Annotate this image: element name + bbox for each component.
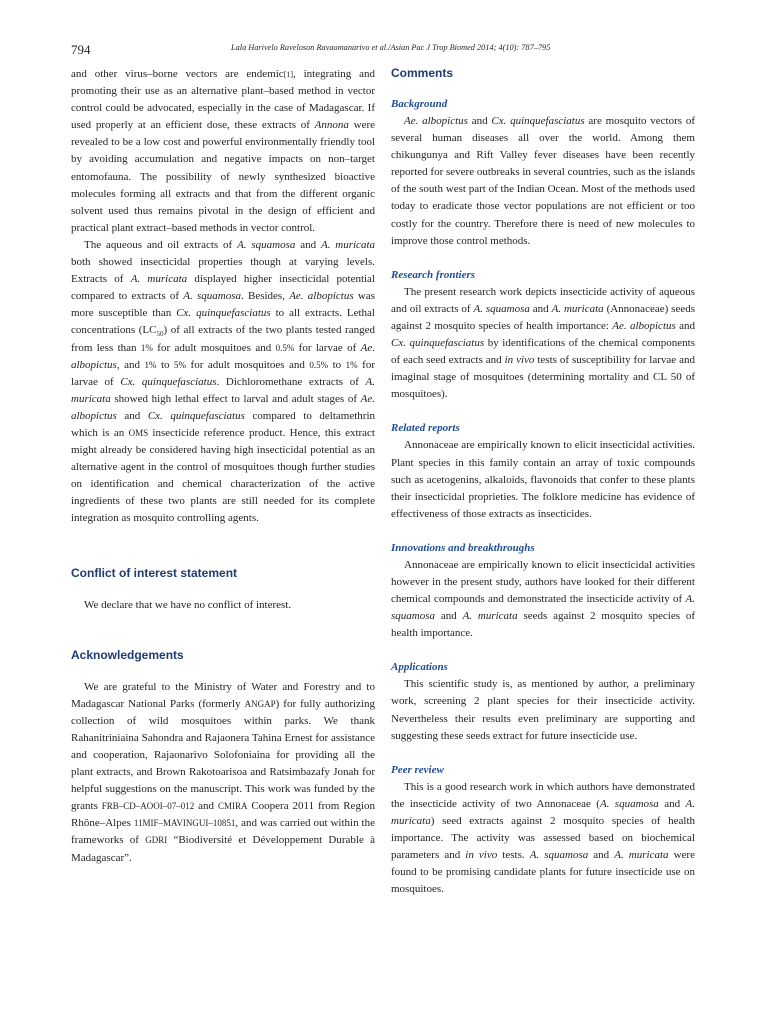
- acknowledgements-text: We are grateful to the Ministry of Water and Forestry and to Madagascar National Parks (formerly ANGAP) for fully authorizing collection of wild mosquitoes within parks. We thank Rahanitriniaina Sahondra and Rajaonera Tahina Ernest for assistance and cooperation, Rajaonarivo Solofoniaina for providing all the plant extracts, and Brown Rakotoarisoa and Ratsimbazafy Jonah for helpful suggestions on the manuscript. This work was funded by the grants FRB–CD–AOOI–07–012 and CMIRA Coopera 2011 from Region Rhône–Alpes 11MIF–MAVINGUI–10851, and was carried out within the frameworks of GDRI “Biodiversité et Développement Durable à Madagascar”.: [71, 680, 375, 864]
- right-column: [391, 66, 695, 898]
- left-column: [71, 66, 375, 867]
- background-text: Ae. albopictus and Cx. quinquefasciatus are mosquito vectors of several human diseases all over the world. Among them chikungunya and Rift Valley fever diseases have been recently reported for severe outbreaks in several countries, such as the islands of the south west part of the Indian Ocean. Most of the methods used today to eradicate those vector populations are not efficient or too costly for the country. Therefore there is need of new molecules to improve those control methods.: [391, 115, 695, 247]
- peer-review-subheading: Peer review: [391, 763, 444, 776]
- running-head: Lala Harivelo Raveloson Ravaomanarivo et al./Asian Pac J Trop Biomed 2014; 4(10): 787–795: [231, 43, 551, 52]
- research-frontiers-subheading: Research frontiers: [391, 268, 476, 281]
- peer-review-text: This is a good research work in which authors have demonstrated the insecticide activity of two Annonaceae (A. squamosa and A. muricata) seed extracts against 2 mosquito species of health importance. The activity was assessed based on biochemical parameters and in vivo tests. A. squamosa and A. muricata were found to be promising candidate plants for future insecticide use on mosquitoes.: [391, 780, 695, 896]
- acknowledgements-heading: Acknowledgements: [71, 647, 184, 662]
- applications-text: This scientific study is, as mentioned by author, a preliminary work, screening 2 plant species for their insecticide activity. Nevertheless their results even preliminary are supporting and suggesting these seeds extract for future insecticide use.: [391, 678, 695, 742]
- research-frontiers-text: The present research work depicts insecticide activity of aqueous and oil extracts of A. squamosa and A. muricata (Annonaceae) seeds against 2 mosquito species of health importance: Ae. albopictus and Cx. quinquefasciatus by identifications of the chemical components of each seed extracts and in vivo tests of susceptibility for larvae and imaginal stage of mosquitoes (determining mortality and CL 50 of mosquitoes).: [391, 285, 695, 401]
- page-header: [71, 38, 695, 58]
- related-reports-subheading: Related reports: [391, 422, 460, 435]
- discussion-paragraph-2: The aqueous and oil extracts of A. squamosa and A. muricata both showed insecticidal properties though at varying levels. Extracts of A. muricata displayed higher insecticidal potential compared to extracts of A. squamosa. Besides, Ae. albopictus was more susceptible than Cx. quinquefasciatus to all extracts. Lethal concentrations $(LC_{50})$ of all extracts of the two plants tested ranged from less than 1% for adult mosquitoes and 0.5% for larvae of Ae. albopictus, and 1% to 5% for adult mosquitoes and 0.5% to 1% for larvae of Cx. quinquefasciatus. Dichloromethane extracts of A. muricata showed high lethal effect to larval and adult stages of Ae. albopictus and Cx. quinquefasciatus compared to deltamethrin which is an OMS insecticide reference product. Hence, this extract might already be considered having high insecticidal potential as an alternative agent in the control of mosquitoes though further studies on identification and chemical characterization of the active ingredients of these two plants are still needed for its complete integration as mosquito controlling agents.: [71, 238, 375, 525]
- conflict-of-interest-text: We declare that we have no conflict of interest.: [84, 598, 292, 611]
- background-subheading: Background: [391, 98, 448, 110]
- conflict-of-interest-heading: Conflict of interest statement: [71, 565, 238, 580]
- innovations-subheading: Innovations and breakthroughs: [391, 541, 535, 554]
- innovations-text: Annonaceae are empirically known to elicit insecticidal activities however in the present study, authors have looked for their different chemical compounds and demonstrated the insecticide activity of A. squamosa and A. muricata seeds against 2 mosquito species of health importance.: [391, 558, 695, 640]
- page-number: 794: [71, 42, 91, 57]
- applications-subheading: Applications: [391, 661, 448, 674]
- related-reports-text: Annonaceae are empirically known to elicit insecticidal activities. Plant species in this family contain an array of toxic compounds such as acetogenins, alkaloids, flavonoids that confer to these plants their insecticidal proprieties. The folklore medicine has evidence of effectiveness of those extracts as insecticides.: [391, 439, 695, 520]
- comments-heading: Comments: [391, 66, 454, 80]
- discussion-paragraph-1: and other virus–borne vectors are endemic[1], integrating and promoting their use as an alternative plant–based method in vector control could be advocated, especially in the case of Madagascar. If used properly at an efficient dose, these extracts of Annona were revealed to be a low cost and powerful environmentally friendly tool by avoiding accumulation and negative impacts on non–target entomofauna. The possibility of newly synthesized bioactive molecules forming all extracts and that from the different organic solvent used thus remains pivotal in the design of efficient and practical plant extract–based methods in vector control.: [71, 68, 375, 234]
- citation-ref: [1]: [283, 70, 294, 79]
